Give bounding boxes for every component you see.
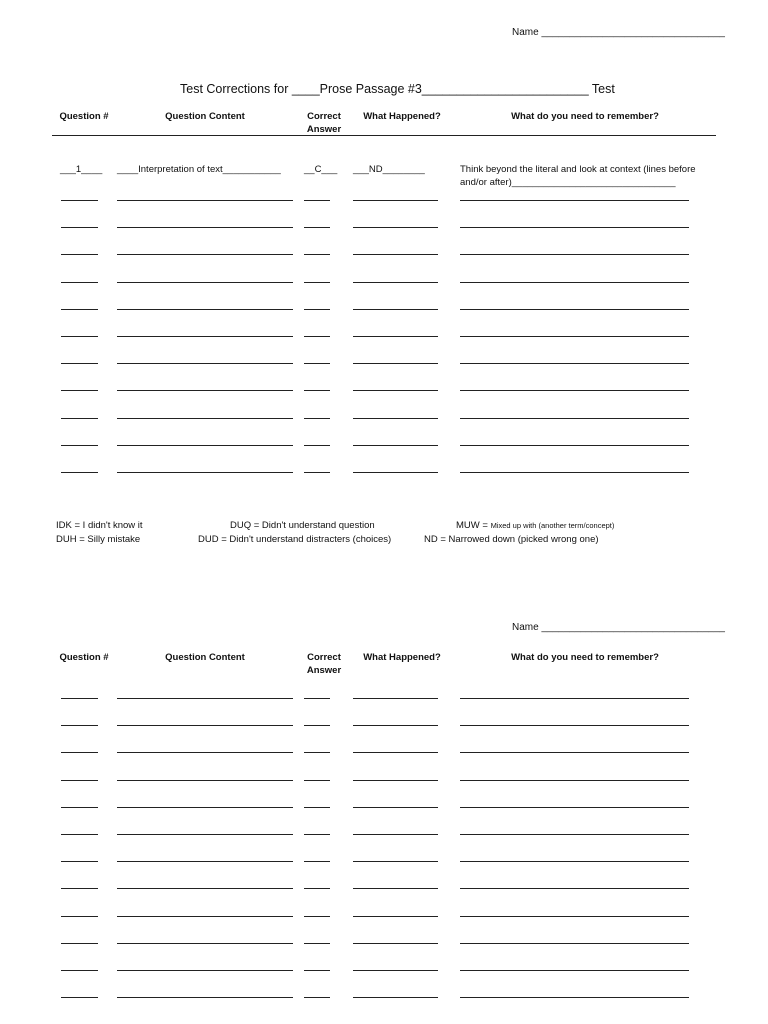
section2-row-happened-blank[interactable] [353,752,438,753]
section2-row-happened-blank[interactable] [353,834,438,835]
section1-row-happened-blank[interactable] [353,336,438,337]
section1-row-question-blank[interactable] [61,445,98,446]
header2-correct: Correct Answer [306,652,342,676]
section2-row-question-blank[interactable] [61,970,98,971]
section2-row-correct-blank[interactable] [304,997,330,998]
section2-row-happened-blank[interactable] [353,807,438,808]
section2-row-remember-blank[interactable] [460,807,689,808]
name-label-bottom[interactable]: Name _________________________________ [512,622,725,633]
section1-row-remember-blank[interactable] [460,390,689,391]
section1-row-correct-blank[interactable] [304,472,330,473]
section2-row-question-blank[interactable] [61,943,98,944]
section2-row-correct-blank[interactable] [304,752,330,753]
header-remember: What do you need to remember? [511,111,659,122]
section1-row-question-blank[interactable] [61,472,98,473]
section2-row-happened-blank[interactable] [353,888,438,889]
header-content: Question Content [165,111,245,122]
section2-row-correct-blank[interactable] [304,916,330,917]
section1-row-question-blank[interactable] [61,200,98,201]
section1-row-question-blank[interactable] [61,254,98,255]
section2-row-remember-blank[interactable] [460,997,689,998]
section1-row-correct-blank[interactable] [304,445,330,446]
section2-row-happened-blank[interactable] [353,916,438,917]
section2-row-content-blank[interactable] [117,916,293,917]
section1-row-remember-blank[interactable] [460,309,689,310]
row1-remember-line2[interactable]: and/or after)_______________________________ [460,177,676,188]
section2-row-happened-blank[interactable] [353,943,438,944]
section2-row-correct-blank[interactable] [304,780,330,781]
section2-row-remember-blank[interactable] [460,916,689,917]
section1-row-correct-blank[interactable] [304,390,330,391]
header-correct: Correct Answer [306,111,342,135]
section2-row-correct-blank[interactable] [304,888,330,889]
section1-row-question-blank[interactable] [61,309,98,310]
section2-row-happened-blank[interactable] [353,997,438,998]
section1-row-happened-blank[interactable] [353,309,438,310]
section1-row-correct-blank[interactable] [304,336,330,337]
section1-row-remember-blank[interactable] [460,336,689,337]
section1-row-remember-blank[interactable] [460,200,689,201]
header-happened: What Happened? [363,111,441,122]
section1-row-content-blank[interactable] [117,472,293,473]
section2-row-correct-blank[interactable] [304,861,330,862]
section1-row-correct-blank[interactable] [304,363,330,364]
section2-row-correct-blank[interactable] [304,970,330,971]
legend-nd: ND = Narrowed down (picked wrong one) [424,534,599,545]
header-question: Question # [59,111,109,122]
row1-content[interactable]: ____Interpretation of text___________ [117,164,281,175]
section2-row-remember-blank[interactable] [460,780,689,781]
section2-row-question-blank[interactable] [61,997,98,998]
section1-row-content-blank[interactable] [117,200,293,201]
section1-row-content-blank[interactable] [117,445,293,446]
section2-row-question-blank[interactable] [61,780,98,781]
header2-happened: What Happened? [363,652,441,663]
section1-row-content-blank[interactable] [117,390,293,391]
section2-row-correct-blank[interactable] [304,807,330,808]
section2-row-correct-blank[interactable] [304,834,330,835]
section1-row-happened-blank[interactable] [353,200,438,201]
section2-row-remember-blank[interactable] [460,752,689,753]
section2-row-correct-blank[interactable] [304,698,330,699]
section2-row-content-blank[interactable] [117,807,293,808]
section2-row-happened-blank[interactable] [353,780,438,781]
section1-row-correct-blank[interactable] [304,227,330,228]
section2-row-question-blank[interactable] [61,725,98,726]
name-label-top[interactable]: Name _________________________________ [512,27,725,38]
section1-row-content-blank[interactable] [117,282,293,283]
section1-row-question-blank[interactable] [61,418,98,419]
section2-row-question-blank[interactable] [61,888,98,889]
section1-row-question-blank[interactable] [61,336,98,337]
section2-row-question-blank[interactable] [61,752,98,753]
section1-row-remember-blank[interactable] [460,418,689,419]
section1-row-correct-blank[interactable] [304,200,330,201]
section1-row-content-blank[interactable] [117,418,293,419]
section1-row-content-blank[interactable] [117,309,293,310]
section1-row-remember-blank[interactable] [460,363,689,364]
section1-row-remember-blank[interactable] [460,472,689,473]
section2-row-content-blank[interactable] [117,943,293,944]
section1-row-content-blank[interactable] [117,336,293,337]
section1-row-question-blank[interactable] [61,363,98,364]
section1-row-happened-blank[interactable] [353,363,438,364]
section2-row-question-blank[interactable] [61,916,98,917]
section1-row-correct-blank[interactable] [304,282,330,283]
section2-row-content-blank[interactable] [117,997,293,998]
section1-row-happened-blank[interactable] [353,472,438,473]
legend-duh: DUH = Silly mistake [56,534,141,545]
section2-row-content-blank[interactable] [117,752,293,753]
section2-row-content-blank[interactable] [117,888,293,889]
section2-row-question-blank[interactable] [61,834,98,835]
section2-row-content-blank[interactable] [117,970,293,971]
section2-row-correct-blank[interactable] [304,725,330,726]
header-divider [52,135,716,136]
header2-remember: What do you need to remember? [511,652,659,663]
section2-row-content-blank[interactable] [117,861,293,862]
section1-row-question-blank[interactable] [61,390,98,391]
section2-row-question-blank[interactable] [61,698,98,699]
section1-row-remember-blank[interactable] [460,282,689,283]
section1-row-happened-blank[interactable] [353,418,438,419]
section2-row-correct-blank[interactable] [304,943,330,944]
section1-row-happened-blank[interactable] [353,282,438,283]
section2-row-remember-blank[interactable] [460,698,689,699]
section1-row-question-blank[interactable] [61,227,98,228]
section1-row-content-blank[interactable] [117,363,293,364]
section1-row-remember-blank[interactable] [460,227,689,228]
section2-row-content-blank[interactable] [117,725,293,726]
section2-row-happened-blank[interactable] [353,698,438,699]
section2-row-happened-blank[interactable] [353,725,438,726]
section2-row-remember-blank[interactable] [460,943,689,944]
row1-question[interactable]: ___1____ [60,164,103,175]
section1-row-correct-blank[interactable] [304,254,330,255]
section2-row-remember-blank[interactable] [460,888,689,889]
section2-row-happened-blank[interactable] [353,861,438,862]
section2-row-remember-blank[interactable] [460,861,689,862]
section1-row-content-blank[interactable] [117,227,293,228]
header2-question: Question # [59,652,109,663]
section2-row-question-blank[interactable] [61,807,98,808]
section2-row-content-blank[interactable] [117,780,293,781]
legend-idk: IDK = I didn't know it [56,520,143,531]
header2-content: Question Content [165,652,245,663]
section2-row-question-blank[interactable] [61,861,98,862]
section2-row-content-blank[interactable] [117,834,293,835]
section1-row-happened-blank[interactable] [353,254,438,255]
section1-row-content-blank[interactable] [117,254,293,255]
section1-row-happened-blank[interactable] [353,390,438,391]
section2-row-remember-blank[interactable] [460,834,689,835]
page-title: Test Corrections for ____Prose Passage #3________________________ Test [180,82,615,96]
section2-row-content-blank[interactable] [117,698,293,699]
section1-row-remember-blank[interactable] [460,254,689,255]
row1-remember-line1[interactable]: Think beyond the literal and look at context (lines before [460,164,696,175]
legend-muw: MUW = Mixed up with (another term/concept) [456,520,615,531]
row1-correct[interactable]: __C___ [304,164,338,175]
section1-row-happened-blank[interactable] [353,227,438,228]
section2-row-happened-blank[interactable] [353,970,438,971]
section1-row-happened-blank[interactable] [353,445,438,446]
section2-row-remember-blank[interactable] [460,970,689,971]
section1-row-remember-blank[interactable] [460,445,689,446]
section2-row-remember-blank[interactable] [460,725,689,726]
section1-row-correct-blank[interactable] [304,309,330,310]
section1-row-question-blank[interactable] [61,282,98,283]
legend-duq: DUQ = Didn't understand question [230,520,375,531]
legend-dud: DUD = Didn't understand distracters (choices) [198,534,392,545]
row1-happened[interactable]: ___ND________ [353,164,425,175]
section1-row-correct-blank[interactable] [304,418,330,419]
